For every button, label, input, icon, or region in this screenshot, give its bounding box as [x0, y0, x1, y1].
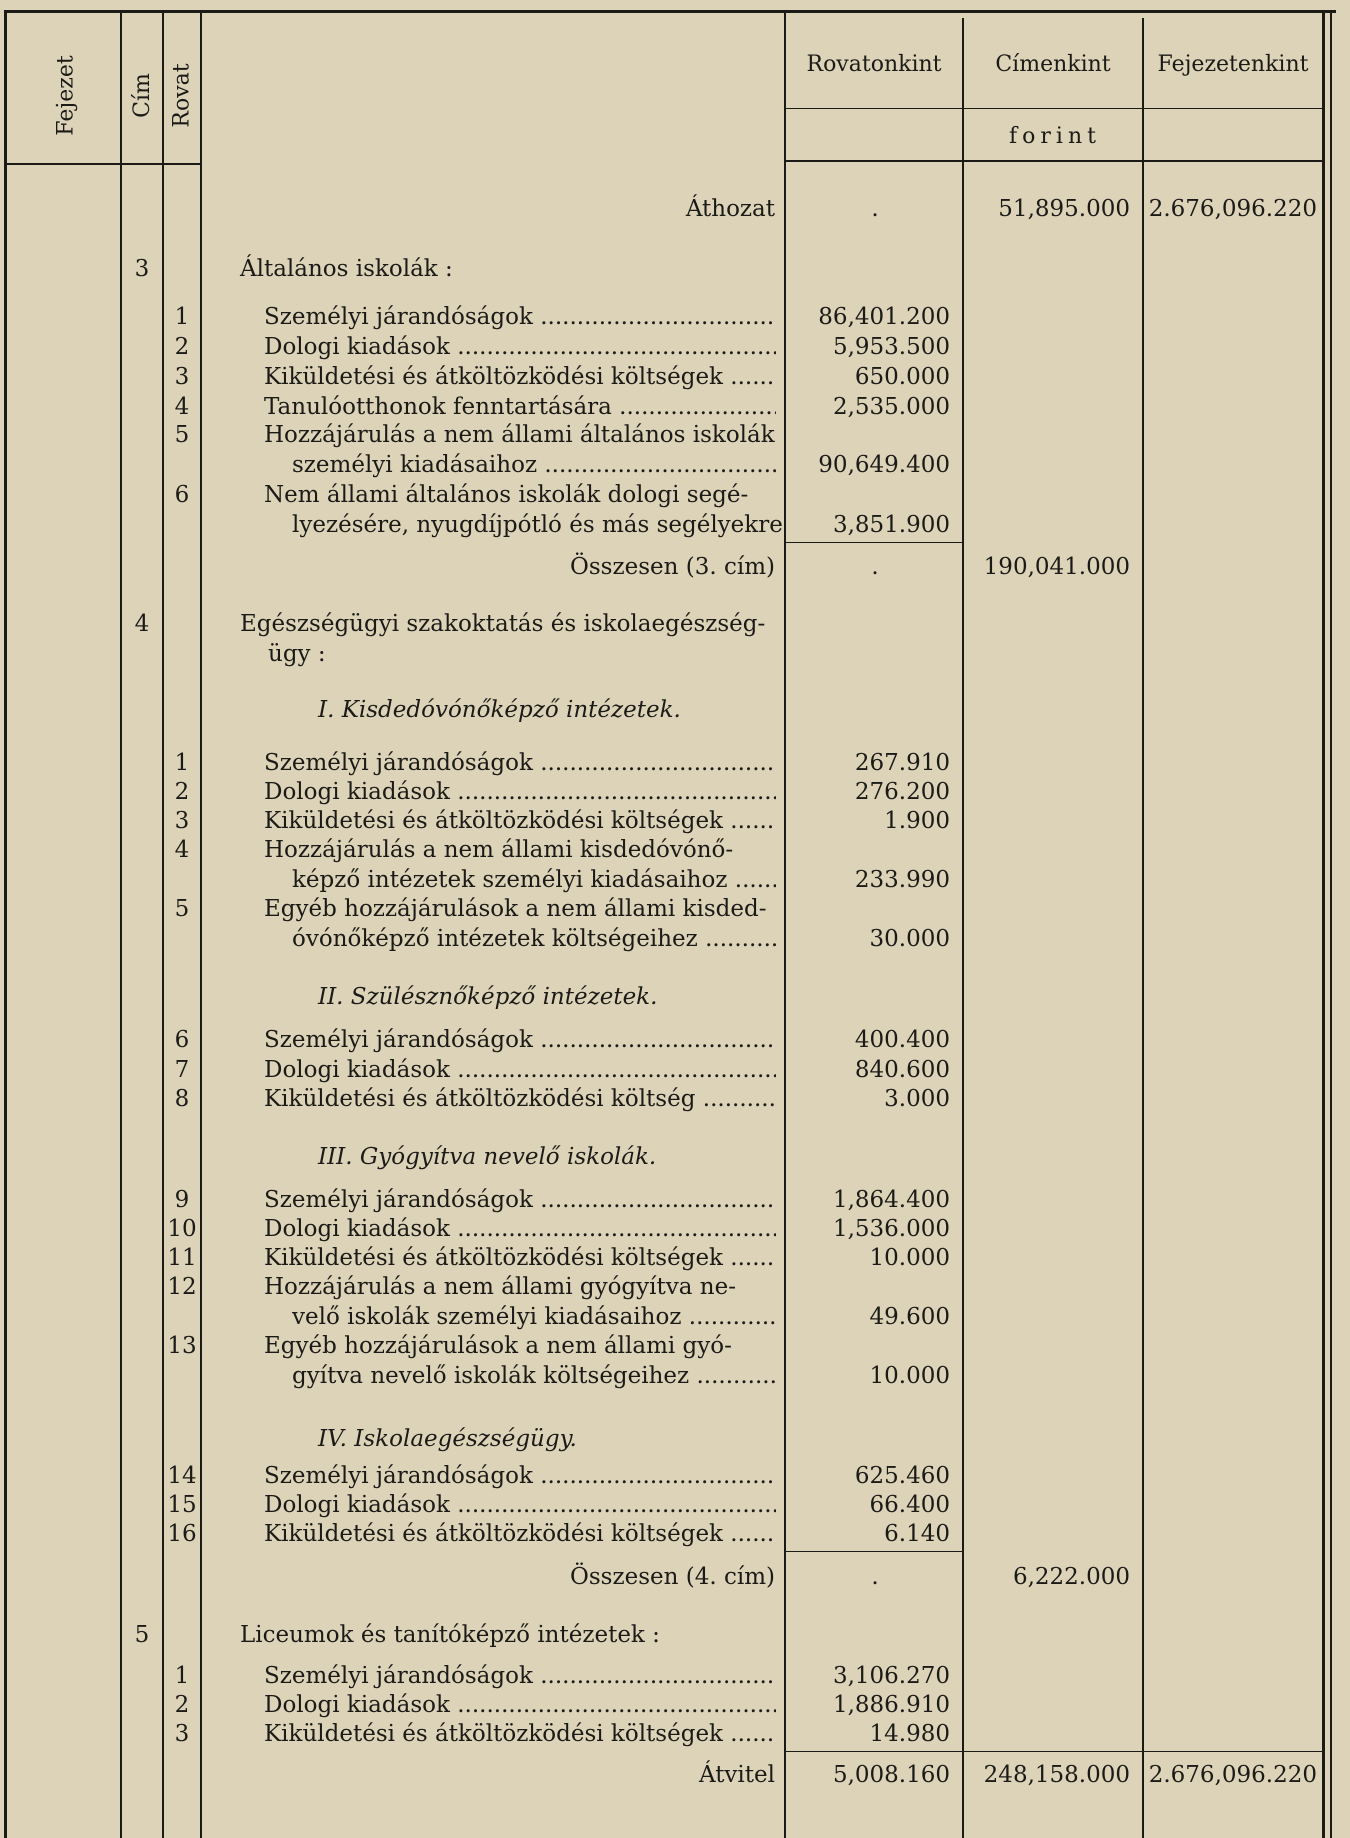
item-label: Személyi járandóságok .....: [264, 302, 776, 332]
rovat-number: 10: [167, 1216, 197, 1242]
carry-out-fejezet: 2.676,096.220: [1148, 1762, 1317, 1788]
item-label: Hozzájárulás a nem állami gyógyítva ne-: [264, 1274, 736, 1300]
carry-in-label: Áthozat: [685, 196, 775, 222]
item-label: Hozzájárulás a nem állami kisdedóvónő-: [264, 837, 734, 863]
rovat-number: 12: [167, 1274, 197, 1300]
item-value: 650.000: [854, 364, 950, 390]
rovat-number: 4: [174, 837, 190, 863]
item-value: 625.460: [854, 1463, 950, 1489]
header-fejezet: Fejezet: [53, 54, 79, 136]
item-label: Kiküldetési és átköltözködési költségek .....: [264, 806, 776, 836]
item-label-continued: képző intézetek személyi kiadásaihoz .....: [292, 865, 776, 895]
rovat-number: 2: [174, 779, 190, 805]
item-label: Dologi kiadások .....: [264, 1055, 776, 1085]
total-label: Összesen (3. cím): [570, 554, 775, 580]
carry-in-row: [0, 194, 1350, 224]
table-row: [0, 1661, 1350, 1691]
section-label: IV. Iskolaegészségügy.: [318, 1426, 577, 1452]
cim-number: 3: [134, 256, 150, 282]
total-row: [0, 552, 1350, 582]
subtotal-line: [786, 1551, 962, 1552]
total-cim: 6,222.000: [1012, 1564, 1130, 1590]
item-label: Személyi járandóságok .....: [264, 1025, 776, 1055]
table-row: [0, 332, 1350, 362]
table-row: [0, 1719, 1350, 1749]
item-label: Dologi kiadások .....: [264, 1214, 776, 1244]
item-value: 3,106.270: [832, 1663, 950, 1689]
rovat-number: 1: [174, 750, 190, 776]
table-row: [0, 835, 1350, 865]
title-label: Általános iskolák :: [240, 256, 453, 282]
item-value: 1.900: [884, 808, 950, 834]
table-row-continued: [0, 1302, 1350, 1332]
section-heading: [0, 1142, 1350, 1172]
rovat-number: 2: [174, 334, 190, 360]
header-rovat: Rovat: [169, 62, 195, 128]
rovat-number: 16: [167, 1521, 197, 1547]
title-label: Liceumok és tanítóképző intézetek :: [240, 1622, 660, 1648]
rovat-number: 13: [167, 1333, 197, 1359]
table-row: [0, 1185, 1350, 1215]
table-row: [0, 1690, 1350, 1720]
table-row: [0, 748, 1350, 778]
section-heading: [0, 982, 1350, 1012]
item-label-continued: gyítva nevelő iskolák költségeihez .....: [292, 1361, 776, 1391]
section-label: II. Szülésznőképző intézetek.: [318, 984, 658, 1010]
rovat-number: 6: [174, 1027, 190, 1053]
section-label: I. Kisdedóvónőképző intézetek.: [318, 697, 681, 723]
cim-number: 4: [134, 611, 150, 637]
carry-out-line: [786, 1751, 1322, 1752]
item-value: 1,536.000: [832, 1216, 950, 1242]
table-row: [0, 302, 1350, 332]
item-label-continued: velő iskolák személyi kiadásaihoz .....: [292, 1302, 776, 1332]
carry-out-label: Átvitel: [698, 1762, 775, 1788]
item-value: 5,953.500: [832, 334, 950, 360]
item-value: 1,864.400: [832, 1187, 950, 1213]
title-row-continued: [0, 639, 1350, 669]
item-value: 14.980: [869, 1721, 950, 1747]
subtotal-line: [786, 542, 962, 543]
table-row-continued: [0, 865, 1350, 895]
table-row: [0, 1243, 1350, 1273]
header-cimenkint: Címenkint: [995, 51, 1111, 77]
item-value: 1,886.910: [832, 1692, 950, 1718]
table-row: [0, 1025, 1350, 1055]
item-label: Dologi kiadások .....: [264, 1690, 776, 1720]
table-row: [0, 362, 1350, 392]
rovat-number: 2: [174, 1692, 190, 1718]
table-row: [0, 1214, 1350, 1244]
item-value: 10.000: [869, 1245, 950, 1271]
table-row: [0, 1055, 1350, 1085]
header-cim: Cím: [129, 72, 155, 118]
carry-in-rovat: .: [871, 196, 879, 222]
rovat-number: 3: [174, 364, 190, 390]
table-row-continued: [0, 924, 1350, 954]
item-label: Tanulóotthonok fenntartására .....: [264, 392, 776, 422]
item-label: Személyi járandóságok .....: [264, 748, 776, 778]
item-value: 49.600: [869, 1304, 950, 1330]
title-row: [0, 1620, 1350, 1650]
section-heading: [0, 1424, 1350, 1454]
item-label: Kiküldetési és átköltözködési költségek .....: [264, 1243, 776, 1273]
item-value: 276.200: [854, 779, 950, 805]
item-label: Személyi járandóságok .....: [264, 1661, 776, 1691]
item-label: Nem állami általános iskolák dologi segé-: [264, 482, 749, 508]
item-label: Egyéb hozzájárulások a nem állami kisded-: [264, 896, 767, 922]
table-row: [0, 1272, 1350, 1302]
carry-out-rovat: 5,008.160: [832, 1762, 950, 1788]
item-label: Dologi kiadások .....: [264, 1490, 776, 1520]
carry-out-cim: 248,158.000: [983, 1762, 1130, 1788]
item-value: 400.400: [854, 1027, 950, 1053]
rovat-number: 5: [174, 422, 190, 448]
item-value: 3.000: [884, 1086, 950, 1112]
table-row: [0, 806, 1350, 836]
total-label: Összesen (4. cím): [570, 1564, 775, 1590]
table-row: [0, 480, 1350, 510]
top-border: [4, 10, 1336, 13]
rovat-number: 11: [167, 1245, 197, 1271]
item-label: Dologi kiadások .....: [264, 332, 776, 362]
table-row: [0, 1331, 1350, 1361]
rovat-number: 1: [174, 1663, 190, 1689]
item-value: 6.140: [884, 1521, 950, 1547]
item-label: Dologi kiadások .....: [264, 777, 776, 807]
title-label: Egészségügyi szakoktatás és iskolaegészség-: [240, 611, 766, 637]
rovat-number: 8: [174, 1086, 190, 1112]
rovat-number: 7: [174, 1057, 190, 1083]
rovat-number: 1: [174, 304, 190, 330]
header-rovatonkint: Rovatonkint: [806, 51, 942, 77]
rovat-number: 9: [174, 1187, 190, 1213]
table-row: [0, 894, 1350, 924]
table-row: [0, 777, 1350, 807]
total-rovat: .: [871, 1564, 879, 1590]
section-heading: [0, 695, 1350, 725]
item-label: Kiküldetési és átköltözködési költségek .....: [264, 362, 776, 392]
header-bottom-line-right: [786, 160, 1322, 162]
table-row: [0, 1084, 1350, 1114]
title-row: [0, 609, 1350, 639]
item-value: 3,851.900: [832, 512, 950, 538]
section-label: III. Gyógyítva nevelő iskolák.: [318, 1144, 657, 1170]
carry-in-cim: 51,895.000: [998, 196, 1130, 222]
rovat-number: 15: [167, 1492, 197, 1518]
item-label: Személyi járandóságok .....: [264, 1461, 776, 1491]
item-value: 30.000: [869, 926, 950, 952]
rovat-number: 3: [174, 1721, 190, 1747]
item-label: Hozzájárulás a nem állami általános iskolák: [264, 422, 775, 448]
item-value: 86,401.200: [818, 304, 950, 330]
item-label-continued: lyezésére, nyugdíjpótló és más segélyekre: [292, 512, 783, 538]
table-row-continued: [0, 1361, 1350, 1391]
table-row: [0, 1461, 1350, 1491]
item-label: Személyi járandóságok .....: [264, 1185, 776, 1215]
table-row: [0, 1490, 1350, 1520]
item-value: 233.990: [854, 867, 950, 893]
table-row: [0, 392, 1350, 422]
carry-in-fejezet: 2.676,096.220: [1148, 196, 1317, 222]
rovat-number: 4: [174, 394, 190, 420]
title-label-continued: ügy :: [268, 641, 326, 667]
item-label-continued: óvónőképző intézetek költségeihez .....: [292, 924, 776, 954]
item-label-continued: személyi kiadásaihoz .....: [292, 450, 776, 480]
header-fejezetenkint: Fejezetenkint: [1157, 51, 1309, 77]
item-value: 66.400: [869, 1492, 950, 1518]
rovat-number: 6: [174, 482, 190, 508]
table-row-continued: [0, 510, 1350, 540]
table-row: [0, 420, 1350, 450]
rovat-number: 14: [167, 1463, 197, 1489]
rovat-number: 5: [174, 896, 190, 922]
table-row: [0, 1519, 1350, 1549]
item-label: Kiküldetési és átköltözködési költségek .....: [264, 1719, 776, 1749]
item-label: Kiküldetési és átköltözködési költség .....: [264, 1084, 776, 1114]
item-value: 840.600: [854, 1057, 950, 1083]
title-row: [0, 254, 1350, 284]
header-bottom-line: [4, 163, 200, 165]
cim-number: 5: [134, 1622, 150, 1648]
unit-label: forint: [1009, 123, 1101, 149]
total-cim: 190,041.000: [983, 554, 1130, 580]
item-value: 10.000: [869, 1363, 950, 1389]
item-label: Egyéb hozzájárulások a nem állami gyó-: [264, 1333, 732, 1359]
rovat-number: 3: [174, 808, 190, 834]
item-value: 267.910: [854, 750, 950, 776]
item-label: Kiküldetési és átköltözködési költségek .....: [264, 1519, 776, 1549]
item-value: 2,535.000: [832, 394, 950, 420]
item-value: 90,649.400: [818, 452, 950, 478]
total-rovat: .: [871, 554, 879, 580]
carry-out-row: [0, 1760, 1350, 1790]
total-row: [0, 1562, 1350, 1592]
table-row-continued: [0, 450, 1350, 480]
